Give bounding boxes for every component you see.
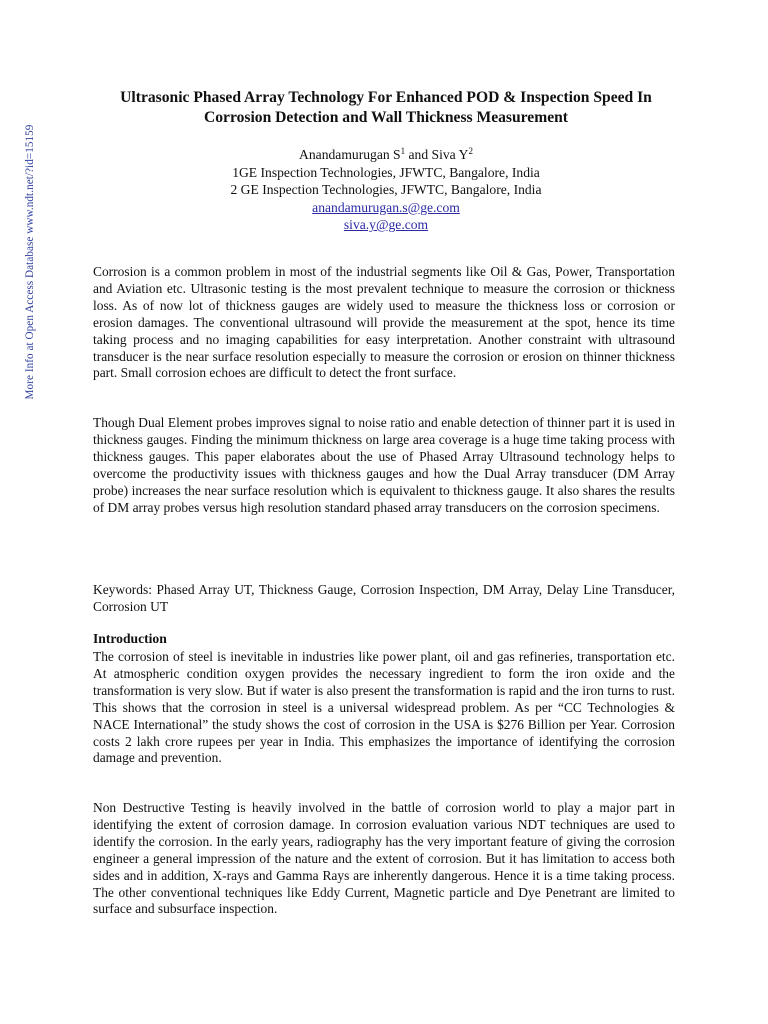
author-conjunction: and xyxy=(405,147,432,162)
keywords: Keywords: Phased Array UT, Thickness Gauge, Corrosion Inspection, DM Array, Delay Line Transducer, Corrosion UT xyxy=(93,582,675,614)
author-1-name: Anandamurugan S xyxy=(299,147,401,162)
affiliation-1: 1GE Inspection Technologies, JFWTC, Bangalore, India xyxy=(232,164,540,180)
introduction-heading: Introduction xyxy=(93,631,167,646)
author-2-affiliation-mark: 2 xyxy=(468,146,473,156)
author-block xyxy=(96,146,676,234)
abstract-paragraph-2: Though Dual Element probes improves signal to noise ratio and enable detection of thinner part it is used in thickness gauges. Finding the minimum thickness on large area coverage is a huge time taking process with thickness gauges. This paper elaborates about the use of Phased Array Ultrasound technology helps to overcome the productivity issues with thickness gauges and how the Dual Array transducer (DM Array probe) increases the near surface resolution which is equivalent to thickness gauge. It also shares the results of DM array probes versus high resolution standard phased array transducers on the corrosion specimens. xyxy=(93,415,675,515)
author-1-email-link[interactable]: anandamurugan.s@ge.com xyxy=(312,199,460,215)
introduction-paragraph-2: Non Destructive Testing is heavily involved in the battle of corrosion world to play a major part in identifying the extent of corrosion damage. In corrosion evaluation various NDT techniques are used to identify the corrosion. In the early years, radiography has the very important feature of giving the corrosion engineer a general impression of the nature and the extent of corrosion. But it has limitation to access both sides and in addition, X-rays and Gamma Rays are inherently dangerous. Hence it is a time taking process. The other conventional techniques like Eddy Current, Magnetic particle and Dye Penetrant are limited to surface and subsurface inspection. xyxy=(93,800,675,917)
author-2-email-link[interactable]: siva.y@ge.com xyxy=(343,217,429,232)
introduction-paragraph-1: The corrosion of steel is inevitable in industries like power plant, oil and gas refineries, transportation etc. At atmospheric condition oxygen provides the necessary ingredient to form the iron oxide and the transformation is very slow. But if water is also present the transformation is rapid and the iron turns to rust. This shows that the corrosion in steel is a universal widespread problem. As per “CC Technologies & NACE International” the study shows the cost of corrosion in the USA is $276 Billion per Year. Corrosion costs 2 lakh crore rupees per year in India. This emphasizes the importance of identifying the corrosion damage and prevention. xyxy=(93,649,675,766)
ndt-open-access-link[interactable]: More Info at Open Access Database www.ndt.net/?id=15159 xyxy=(24,124,36,400)
abstract-paragraph-1: Corrosion is a common problem in most of the industrial segments like Oil & Gas, Power, Transportation and Aviation etc. Ultrasonic testing is the most prevalent technique to measure the corrosion or thickness loss. As of now lot of thickness gauges are widely used to measure the thickness loss or corrosion or erosion damages. The conventional ultrasound will provide the measurement at the spot, hence its time taking process and no imaging capabilities for easy interpretation. Another constraint with ultrasound transducer is the near surface resolution especially to measure the corrosion or erosion on thinner thickness part. Small corrosion echoes are difficult to detect the front surface. xyxy=(93,264,675,381)
author-2-name: Siva Y xyxy=(431,147,469,162)
author-names xyxy=(96,146,676,164)
affiliation-2: 2 GE Inspection Technologies, JFWTC, Bangalore, India xyxy=(230,182,542,197)
paper-title: Ultrasonic Phased Array Technology For Enhanced POD & Inspection Speed In Corrosion Detection and Wall Thickness Measurement xyxy=(120,89,652,126)
author-1-affiliation-mark: 1 xyxy=(400,146,406,156)
